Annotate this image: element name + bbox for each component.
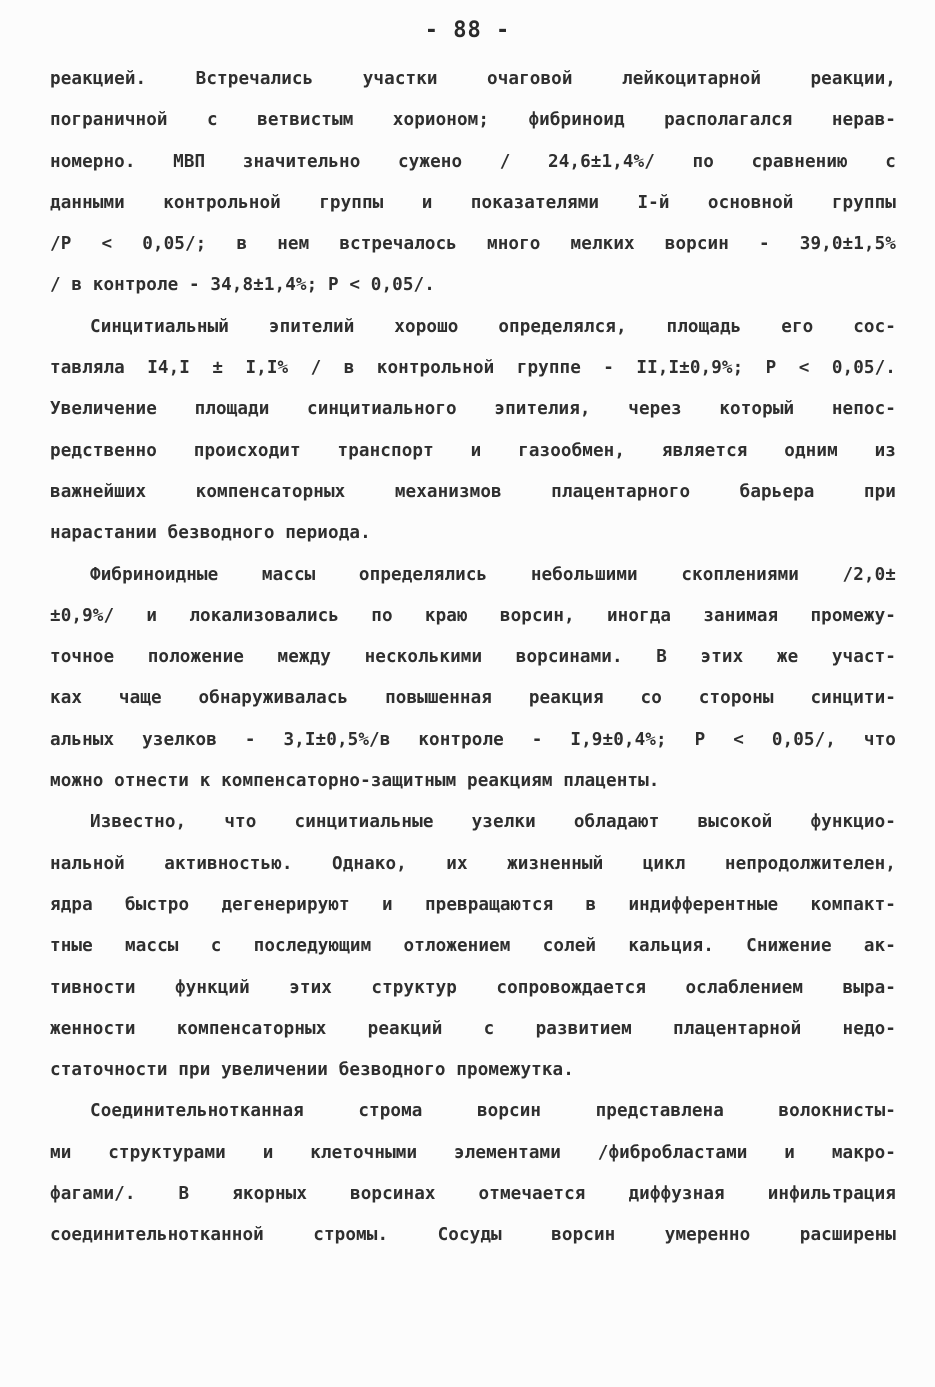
text-line: номерно. МВП значительно сужено / 24,6±1,4%/ по сравнению с <box>50 151 896 172</box>
text-line: нарастании безводного периода. <box>50 523 371 544</box>
text-line: соединительнотканной стромы. Сосуды ворсин умеренно расширены <box>50 1225 896 1246</box>
text-line: Известно, что синцитиальные узелки обладают высокой функцио- <box>90 812 896 833</box>
text-line: нальной активностью. Однако, их жизненный цикл непродолжителен, <box>50 853 896 874</box>
text-line: Соединительнотканная строма ворсин представлена волокнисты- <box>90 1101 896 1122</box>
text-line: ±0,9%/ и локализовались по краю ворсин, иногда занимая промежу- <box>50 605 896 626</box>
text-line: фагами/. В якорных ворсинах отмечается диффузная инфильтрация <box>50 1184 896 1205</box>
text-line: реакцией. Встречались участки очаговой лейкоцитарной реакции, <box>50 69 896 89</box>
text-line: точное положение между несколькими ворсинами. В этих же участ- <box>50 647 896 668</box>
text-line: важнейших компенсаторных механизмов плацентарного барьера при <box>50 481 896 502</box>
text-line: ках чаще обнаруживалась повышенная реакция со стороны синцити- <box>50 688 896 709</box>
text-line: пограничной с ветвистым хорионом; фибриноид располагался нерав- <box>50 110 896 131</box>
text-line: Фибриноидные массы определялись небольшими скоплениями /2,0± <box>90 564 896 585</box>
text-line: Синцитиальный эпителий хорошо определялся, площадь его сос- <box>90 316 896 337</box>
text-line: ядра быстро дегенерируют и превращаются в индифферентные компакт- <box>50 894 896 915</box>
text-line: / в контроле - 34,8±1,4%; Р < 0,05/. <box>50 275 435 296</box>
text-line: ми структурами и клеточными элементами /фибробластами и макро- <box>50 1142 896 1163</box>
text-line: данными контрольной группы и показателями I-й основной группы <box>50 192 896 213</box>
text-line: альных узелков - 3,I±0,5%/в контроле - I,9±0,4%; Р < 0,05/, что <box>50 729 896 750</box>
page-number: - 88 - <box>424 18 511 43</box>
text-line: /Р < 0,05/; в нем встречалось много мелких ворсин - 39,0±1,5% <box>50 234 896 255</box>
body-text <box>50 64 896 1262</box>
text-line: тавляла I4,I ± I,I% / в контрольной группе - II,I±0,9%; Р < 0,05/. <box>50 358 896 379</box>
text-line: женности компенсаторных реакций с развитием плацентарной недо- <box>50 1018 896 1039</box>
text-line: Увеличение площади синцитиального эпителия, через который непос- <box>50 399 896 420</box>
text-line: редственно происходит транспорт и газообмен, является одним из <box>50 440 896 461</box>
text-line: можно отнести к компенсаторно-защитным реакциям плаценты. <box>50 771 660 792</box>
text-line: тивности функций этих структур сопровождается ослаблением выра- <box>50 977 896 998</box>
text-line: тные массы с последующим отложением солей кальция. Снижение ак- <box>50 936 896 957</box>
text-line: статочности при увеличении безводного промежутка. <box>50 1060 574 1081</box>
